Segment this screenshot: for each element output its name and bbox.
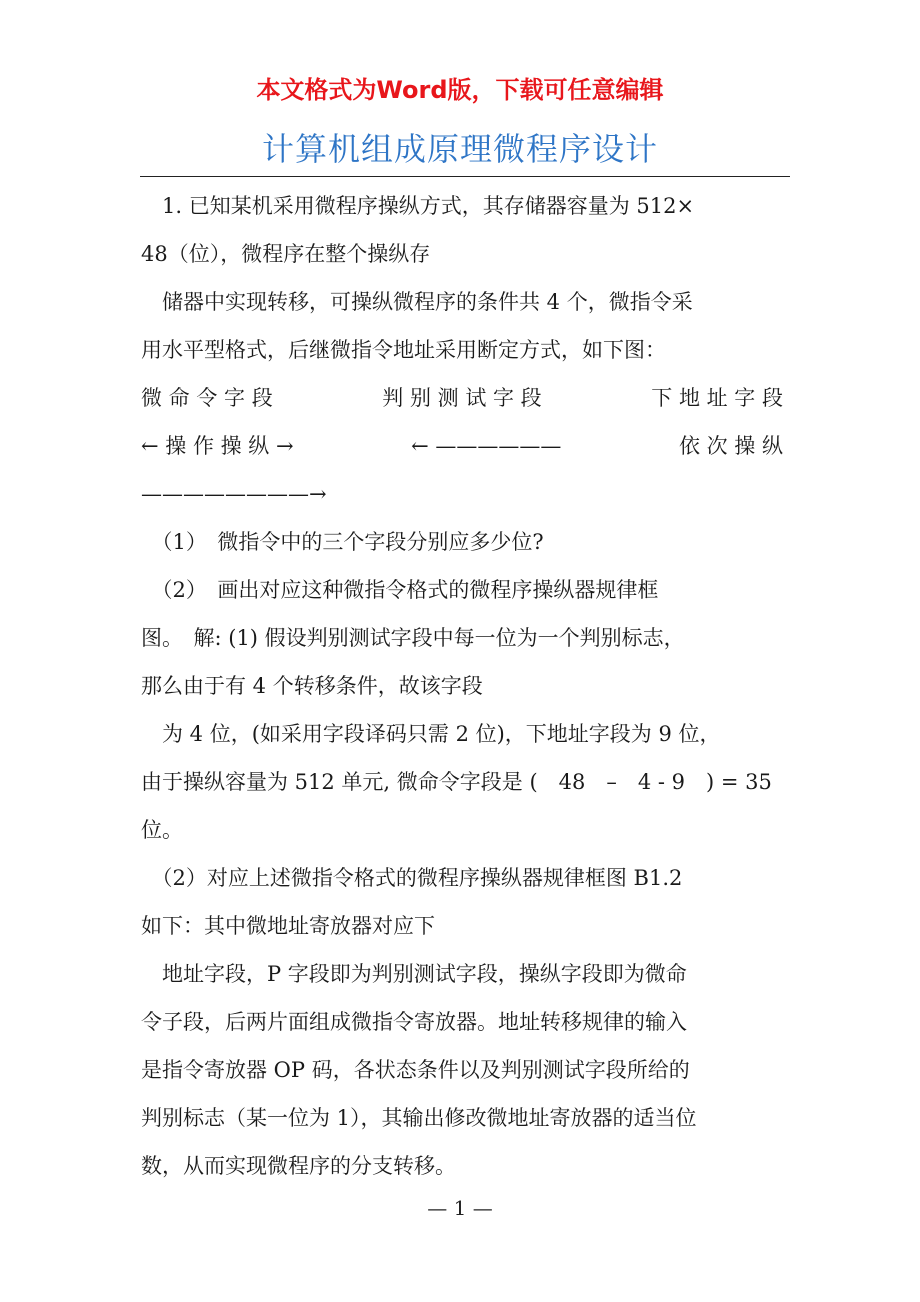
document-body [141,182,783,1190]
paragraph-line: （2）对应上述微指令格式的微程序操纵器规律框图 B1.2 [141,866,683,890]
paragraph-line: 用水平型格式，后继微指令地址采用断定方式，如下图： [141,338,666,362]
paragraph-line: 图。 解: (1) 假设判别测试字段中每一位为一个判别标志， [141,626,685,650]
paragraph-line: 判别标志（某一位为 1），其输出修改微地址寄放器的适当位 [141,1106,697,1130]
format-row-arrows [141,422,783,470]
field-test: 判 别 测 试 字 段 [382,386,542,410]
paragraph-line: 1. 已知某机采用微程序操纵方式，其存储器容量为 512× [141,194,695,218]
format-row-fields [141,374,783,422]
paragraph-line: 由于操纵容量为 512 单元, 微命令字段是 ( 48 – 4 - 9 ) = 35 [141,770,772,794]
paragraph-line: 48（位），微程序在整个操纵存 [141,242,431,266]
page-title: 计算机组成原理微程序设计 [261,130,658,168]
download-banner: 本文格式为Word版，下载可任意编辑 [256,76,664,104]
paragraph-line: 数，从而实现微程序的分支转移。 [141,1154,456,1178]
field-next-address: 下 地 址 字 段 [651,386,783,410]
paragraph-line: 如下：其中微地址寄放器对应下 [141,914,435,938]
paragraph-line: （2） 画出对应这种微指令格式的微程序操纵器规律框 [141,578,659,602]
paragraph-line: 那么由于有 4 个转移条件，故该字段 [141,674,483,698]
page-number: — 1 — [427,1196,493,1220]
arrow-test-span: ← —————— [411,434,562,458]
paragraph-line: 位。 [141,818,183,842]
title-divider [140,176,790,177]
arrow-operate-control: ← 操 作 操 纵 → [141,434,294,458]
field-micro-command: 微 命 令 字 段 [141,386,273,410]
paragraph-line: 地址字段，P 字段即为判别测试字段，操纵字段即为微命 [141,962,687,986]
paragraph-line: （1） 微指令中的三个字段分别应多少位? [141,530,544,554]
arrow-sequence-control: 依 次 操 纵 [678,434,783,458]
paragraph-line: 令子段，后两片面组成微指令寄放器。地址转移规律的输入 [141,1010,687,1034]
format-row-arrow-tail: ————————→ [141,482,327,506]
paragraph-line: 储器中实现转移，可操纵微程序的条件共 4 个，微指令采 [141,290,693,314]
paragraph-line: 为 4 位，(如采用字段译码只需 2 位)，下地址字段为 9 位， [141,722,721,746]
paragraph-line: 是指令寄放器 OP 码，各状态条件以及判别测试字段所给的 [141,1058,690,1082]
